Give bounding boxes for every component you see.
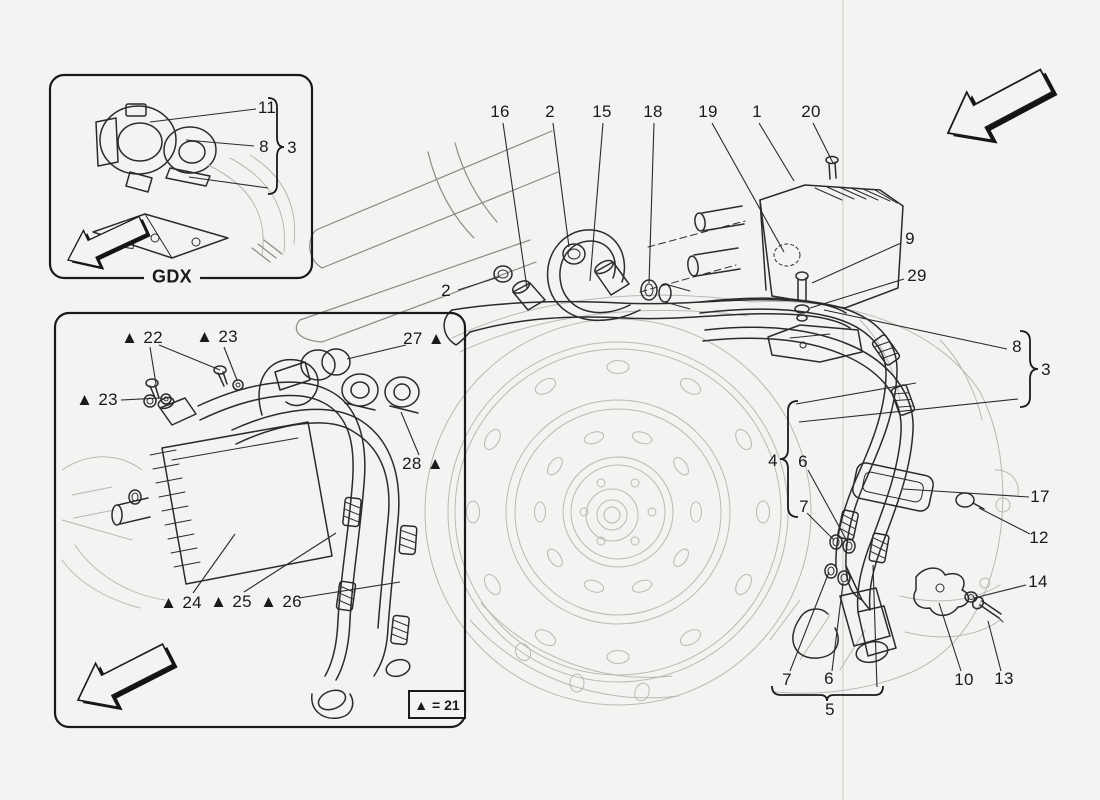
detail-callout-26: ▲ 26 xyxy=(260,592,302,611)
callout-29: 29 xyxy=(907,266,927,285)
callout-3-main: 3 xyxy=(1041,360,1051,379)
callout-12: 12 xyxy=(1029,528,1049,547)
callout-20: 20 xyxy=(801,102,821,121)
callout-5: 5 xyxy=(825,700,835,719)
detail-callout-27: 27 ▲ xyxy=(403,329,445,348)
callout-16: 16 xyxy=(490,102,510,121)
callout-10: 10 xyxy=(954,670,974,689)
triangle-legend-text: ▲ = 21 xyxy=(414,696,460,713)
detail-callout-23-left: ▲ 23 xyxy=(76,390,118,409)
detail-inset-border xyxy=(55,313,465,727)
gdx-callout-11: 11 xyxy=(257,98,277,117)
gdx-view-label: GDX xyxy=(144,267,200,288)
gdx-callout-8: 8 xyxy=(259,137,269,156)
callout-17: 17 xyxy=(1030,487,1050,506)
callout-6-upper: 6 xyxy=(798,452,808,471)
direction-arrow-icon xyxy=(935,55,1064,162)
callout-2-left: 2 xyxy=(441,281,451,300)
gearbox-clutch-drawing xyxy=(425,295,1018,705)
callout-19: 19 xyxy=(698,102,718,121)
detail-callout-22: ▲ 22 xyxy=(121,328,163,347)
gdx-callout-3: 3 xyxy=(287,138,297,157)
detail-callout-28: 28 ▲ xyxy=(402,454,444,473)
callout-2-upper: 2 xyxy=(545,102,555,121)
callout-8-main: 8 xyxy=(1012,337,1022,356)
detail-callout-25: ▲ 25 xyxy=(210,592,252,611)
callout-1: 1 xyxy=(752,102,762,121)
detail-callout-24: ▲ 24 xyxy=(160,593,202,612)
callout-6-lower: 6 xyxy=(824,669,834,688)
detail-direction-arrow-icon xyxy=(67,631,184,726)
detail-callout-23-top: ▲ 23 xyxy=(196,327,238,346)
callout-15: 15 xyxy=(592,102,612,121)
gdx-direction-arrow-icon xyxy=(59,206,155,282)
brace-group-4 xyxy=(780,401,798,517)
callout-7-upper: 7 xyxy=(799,497,809,516)
triangle-legend-box xyxy=(408,690,466,719)
callout-13: 13 xyxy=(994,669,1014,688)
callout-9: 9 xyxy=(905,229,915,248)
callout-18: 18 xyxy=(643,102,663,121)
chassis-frame-drawing xyxy=(296,131,558,342)
brace-group-3 xyxy=(1020,331,1038,407)
callout-14: 14 xyxy=(1028,572,1048,591)
callout-7-lower: 7 xyxy=(782,670,792,689)
callout-4: 4 xyxy=(768,451,778,470)
oil-lines-drawing xyxy=(444,157,1003,666)
